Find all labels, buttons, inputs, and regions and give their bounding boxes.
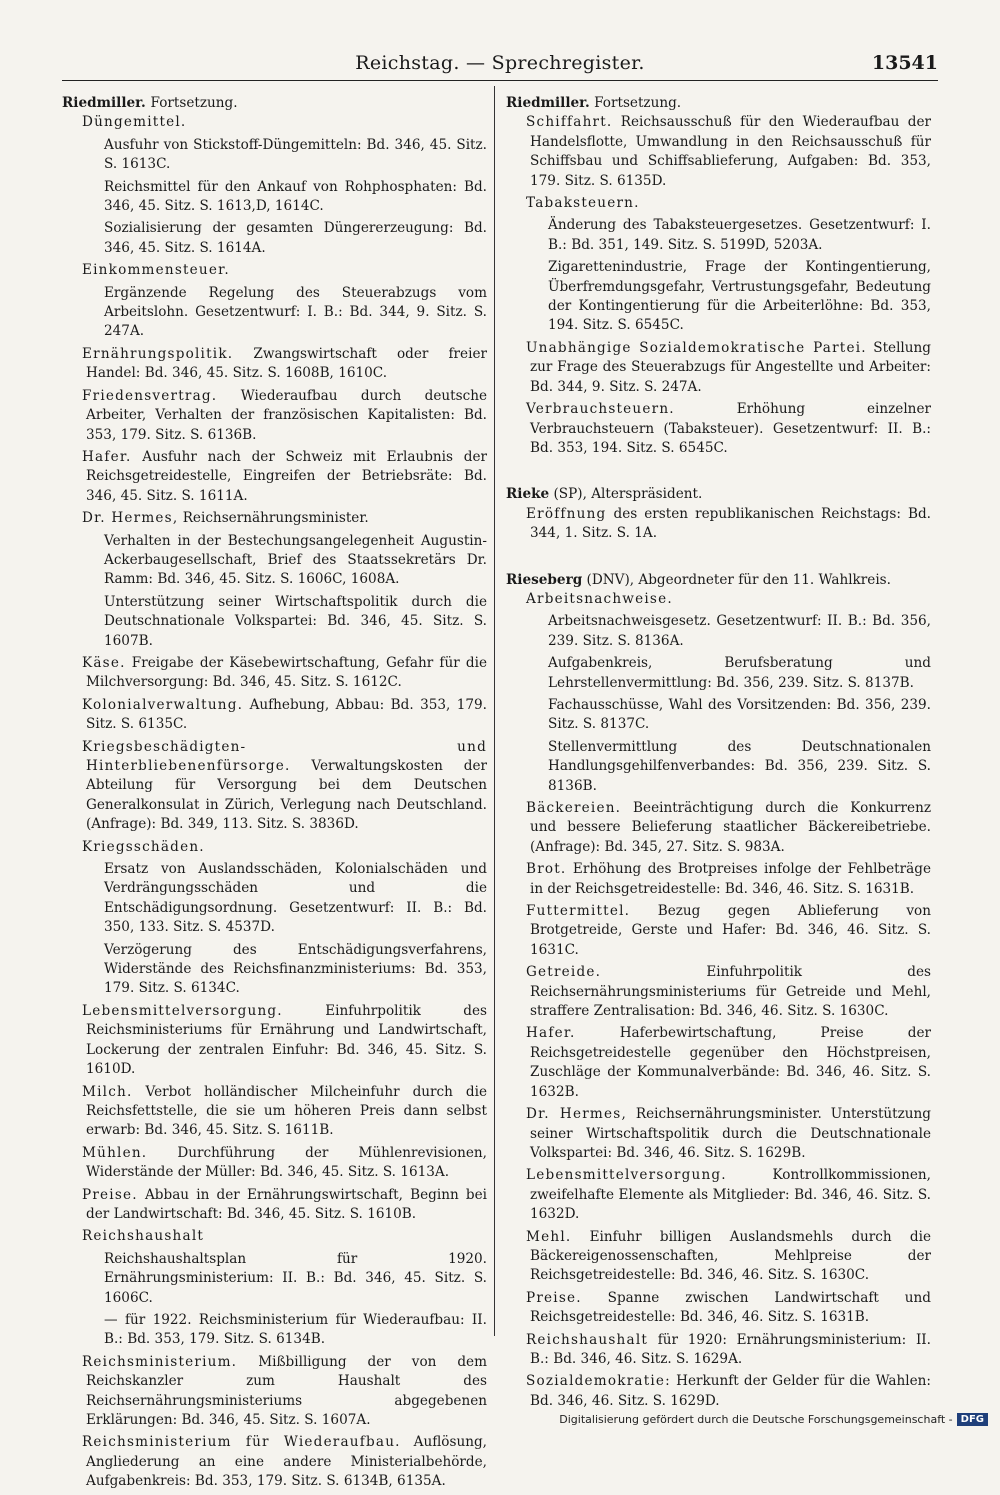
index-entry [62, 509, 487, 651]
index-entry [506, 505, 931, 544]
index-entry [506, 799, 931, 857]
entry-heading: Lebensmittelversorgung. [82, 1002, 283, 1019]
entry-subitem: Stellenvermittlung des Deutschnationalen Handlungsgehilfenverbandes: Bd. 356, 239. Sitz. S. 8136B. [548, 738, 931, 794]
entry-heading: Preise. [82, 1186, 138, 1203]
entry-subitem: — für 1922. Reichsministerium für Wiederaufbau: II. B.: Bd. 353, 179. Sitz. S. 6134B. [104, 1311, 487, 1348]
entry-heading: Hafer. [82, 448, 132, 465]
index-entry [506, 1024, 931, 1102]
index-entry [506, 1228, 931, 1286]
index-entry [62, 261, 487, 342]
index-entry [62, 1433, 487, 1491]
entry-text: Freigabe der Käsebewirtschaftung, Gefahr für die Milchversorgung: Bd. 346, 45. Sitz. S. 1612C. [86, 654, 487, 691]
entry-heading: Ernährungspolitik. [82, 345, 234, 362]
entry-text: Einfuhrpolitik des Reichsministeriums für Ernährung und Landwirtschaft, Lockerung der zentralen Einfuhr: Bd. 346, 45. Sitz. S. 1610D. [86, 1002, 487, 1078]
entry-subitem: Reichsmittel für den Ankauf von Rohphosphaten: Bd. 346, 45. Sitz. S. 1613,D, 1614C. [104, 178, 487, 215]
entry-subitem: Unterstützung seiner Wirtschaftspolitik durch die Deutschnationale Volkspartei: Bd. 346, 45. Sitz. S. 1607B. [104, 593, 487, 649]
entry-heading: Düngemittel. [82, 114, 187, 131]
index-entry [62, 1353, 487, 1431]
entry-subitem: Sozialisierung der gesamten Düngererzeugung: Bd. 346, 45. Sitz. S. 1614A. [104, 220, 487, 256]
entry-text: Einfuhrpolitik des Reichsernährungsministeriums für Getreide und Mehl, straffere Zentralisation: Bd. 346, 46. Sitz. S. 1630C. [530, 964, 931, 1020]
entry-heading: Mehl. [526, 1228, 572, 1245]
index-entry [62, 696, 487, 735]
entry-heading: Hafer. [526, 1025, 576, 1042]
page-header [62, 52, 938, 82]
entry-heading: Reichsministerium. [82, 1353, 238, 1370]
entry-heading: Käse. [82, 654, 126, 671]
entry-heading: Preise. [526, 1289, 582, 1306]
entry-subitem: Ersatz von Auslandsschäden, Kolonialschäden und Verdrängungsschäden und die Entschädigungsordnung. Gesetzentwurf: II. B.: Bd. 350, 133. Sitz. S. 4537D. [104, 861, 487, 936]
entry-list [506, 505, 931, 544]
person-entry [62, 94, 487, 1492]
index-entry [506, 113, 931, 191]
entry-heading: Verbrauchsteuern. [526, 401, 675, 418]
index-entry [62, 448, 487, 506]
entry-heading: Reichshaushalt [526, 1331, 649, 1348]
index-entry [62, 1144, 487, 1183]
entry-text: Verbot holländischer Milcheinfuhr durch die Reichsfettstelle, die sie um höheren Preis dann selbst erwarb: Bd. 346, 45. Sitz. S. 1611B. [86, 1083, 487, 1139]
entry-heading: Brot. [526, 861, 567, 878]
entry-text: Bezug gegen Ablieferung von Brotgetreide, Gerste und Hafer: Bd. 346, 46. Sitz. S. 1631C. [530, 903, 931, 958]
entry-heading: Kriegsschäden. [82, 838, 205, 855]
index-entry [62, 838, 487, 999]
entry-text: Haferbewirtschaftung, Preise der Reichsgetreidestelle gegenüber den Höchstpreisen, Zuschläge der Kommunalverbände: Bd. 346, 46. Sitz. S. 1632B. [530, 1025, 931, 1100]
entry-text: Reichsernährungsminister. Unterstützung seiner Wirtschaftspolitik durch die Deutschnationale Volkspartei: Bd. 346, 46. Sitz. S. 1629B. [530, 1106, 931, 1161]
entry-text: Erhöhung des Brotpreises infolge der Fehlbeträge in der Reichsgetreidestelle: Bd. 346, 46. Sitz. S. 1631B. [530, 861, 931, 897]
right-column [506, 94, 931, 1414]
footer [559, 1413, 988, 1426]
left-column [62, 94, 487, 1495]
entry-subitem: Reichshaushaltsplan für 1920. Ernährungsministerium: II. B.: Bd. 346, 45. Sitz. S. 1606C. [104, 1250, 487, 1306]
entry-heading: Kriegsbeschädigten- und Hinterbliebenenfürsorge. [82, 738, 487, 774]
index-entry [62, 1186, 487, 1225]
entry-subitem: Verzögerung des Entschädigungsverfahrens, Widerstände des Reichsfinanzministeriums: Bd. 353, 179. Sitz. S. 6134C. [104, 941, 487, 997]
entry-heading: Einkommensteuer. [82, 262, 230, 279]
person-entry [506, 571, 931, 1412]
index-entry [506, 194, 931, 336]
entry-heading: Mühlen. [82, 1144, 148, 1161]
entry-heading: Dr. Hermes, [526, 1106, 627, 1123]
entry-text: Mißbilligung der von dem Reichskanzler zum Haushalt des Reichsernährungsministeriums abgegebenen Erklärungen: Bd. 346, 45. Sitz. S. 1607A. [86, 1353, 487, 1428]
entry-text: des ersten republikanischen Reichstags: Bd. 344, 1. Sitz. S. 1A. [530, 505, 931, 542]
entry-text: Ausfuhr nach der Schweiz mit Erlaubnis der Reichsgetreidestelle, Eingreifen der Betriebsräte: Bd. 346, 45. Sitz. S. 1611A. [86, 448, 487, 504]
index-entry [62, 345, 487, 384]
entry-heading: Getreide. [526, 964, 602, 981]
column-divider [494, 86, 495, 1336]
index-entry [62, 654, 487, 693]
index-entry [506, 590, 931, 796]
person-name: Riedmiller. [506, 95, 590, 111]
entry-heading: Bäckereien. [526, 800, 622, 816]
entry-text: Abbau in der Ernährungswirtschaft, Beginn bei der Landwirtschaft: Bd. 346, 45. Sitz. S. 1610B. [86, 1186, 487, 1222]
person-entry [506, 94, 931, 458]
person-description: (SP), Alterspräsident. [549, 486, 703, 503]
entry-text: Reichsausschuß für den Wiederaufbau der Handelsflotte, Umwandlung in den Reichsausschuß für Schiffsbau und Schiffsablieferung, Aufgaben: Bd. 353, 179. Sitz. S. 6135D. [530, 114, 931, 189]
entry-text: Spanne zwischen Landwirtschaft und Reichsgetreidestelle: Bd. 346, 46. Sitz. S. 1631B. [530, 1289, 931, 1326]
entry-text: Kontrollkommissionen, zweifelhafte Elemente als Mitglieder: Bd. 346, 46. Sitz. S. 1632D. [530, 1167, 931, 1223]
index-entry [506, 1289, 931, 1328]
entry-heading: Reichsministerium für Wiederaufbau. [82, 1434, 401, 1451]
index-entry [62, 1227, 487, 1349]
entry-heading: Arbeitsnachweise. [526, 590, 673, 607]
entry-text: für 1920: Ernährungsministerium: II. B.: Bd. 346, 46. Sitz. S. 1629A. [530, 1331, 931, 1367]
entry-heading: Dr. Hermes, [82, 510, 179, 527]
index-entry [62, 387, 487, 445]
entry-subitem: Verhalten in der Bestechungsangelegenheit Augustin-Ackerbaugesellschaft, Brief des Staatssekretärs Dr. Ramm: Bd. 346, 45. Sitz. S. 1606C, 1608A. [104, 532, 487, 588]
index-entry [506, 1331, 931, 1370]
entry-subitem: Arbeitsnachweisgesetz. Gesetzentwurf: II. B.: Bd. 356, 239. Sitz. S. 8136A. [548, 613, 931, 649]
entry-text: Wiederaufbau durch deutsche Arbeiter, Verhalten der französischen Kapitalisten: Bd. 353, 179. Sitz. S. 6136B. [86, 387, 487, 443]
person-name: Rieseberg [506, 571, 583, 588]
person-continuation: Fortsetzung. [150, 95, 238, 111]
index-entry [506, 1166, 931, 1224]
entry-subitem: Aufgabenkreis, Berufsberatung und Lehrstellenvermittlung: Bd. 356, 239. Sitz. S. 8137B. [548, 655, 931, 691]
index-entry [62, 113, 487, 258]
entry-subitem: Fachausschüsse, Wahl des Vorsitzenden: Bd. 356, 239. Sitz. S. 8137C. [548, 696, 931, 733]
entry-subitem: Ergänzende Regelung des Steuerabzugs vom Arbeitslohn. Gesetzentwurf: I. B.: Bd. 344, 9. Sitz. S. 247A. [104, 284, 487, 340]
entry-text: Stellung zur Frage des Steuerabzugs für Angestellte und Arbeiter: Bd. 344, 9. Sitz. S. 247A. [530, 339, 931, 395]
entry-heading: Futtermittel. [526, 903, 631, 920]
entry-list [506, 113, 931, 458]
index-entry [62, 1083, 487, 1141]
entry-heading: Milch. [82, 1083, 133, 1100]
entry-heading: Reichshaushalt [82, 1228, 205, 1245]
index-entry [506, 1372, 931, 1411]
entry-list [506, 590, 931, 1411]
entry-text: Einfuhr billigen Auslandsmehls durch die Bäckereigenossenschaften, Mehlpreise der Reichsgetreidestelle: Bd. 346, 46. Sitz. S. 1630C. [530, 1228, 931, 1284]
index-entry [506, 1105, 931, 1163]
header-rule [62, 80, 938, 81]
entry-text: Herkunft der Gelder für die Wahlen: Bd. 346, 46. Sitz. S. 1629D. [530, 1373, 931, 1409]
person-entry [506, 485, 931, 543]
entry-heading: Tabaksteuern. [526, 195, 640, 212]
entry-heading: Sozialdemokratie: [526, 1373, 671, 1390]
entry-heading: Kolonialverwaltung. [82, 696, 244, 713]
dfg-logo: DFG [957, 1413, 988, 1426]
entry-subitem: Ausfuhr von Stickstoff-Düngemitteln: Bd. 346, 45. Sitz. S. 1613C. [104, 136, 487, 173]
index-entry [62, 738, 487, 835]
person-name: Riedmiller. [62, 95, 146, 111]
entry-text: Durchführung der Mühlenrevisionen, Widerstände der Müller: Bd. 346, 45. Sitz. S. 1613A. [86, 1144, 487, 1181]
entry-text: Reichsernährungsminister. [178, 510, 369, 527]
person-description: Fortsetzung. [589, 95, 682, 111]
index-entry [506, 860, 931, 899]
entry-heading: Unabhängige Sozialdemokratische Partei. [526, 339, 867, 356]
footer-text: Digitalisierung gefördert durch die Deutsche Forschungsgemeinschaft - [559, 1413, 953, 1426]
page-number: 13541 [871, 52, 938, 74]
entry-text: Verwaltungskosten der Abteilung für Versorgung bei dem Deutschen Generalkonsulat in Zürich, Verlegung nach Deutschland. (Anfrage): Bd. 349, 113. Sitz. S. 3836D. [86, 758, 487, 833]
entry-heading: Eröffnung [526, 505, 607, 522]
entry-text: Erhöhung einzelner Verbrauchsteuern (Tabaksteuer). Gesetzentwurf: II. B.: Bd. 353, 194. Sitz. S. 6545C. [530, 401, 931, 456]
entry-text: Beeinträchtigung durch die Konkurrenz und bessere Belieferung staatlicher Bäckereibetriebe. (Anfrage): Bd. 345, 27. Sitz. S. 983A. [530, 800, 931, 855]
index-entry [506, 339, 931, 397]
index-entry [62, 1002, 487, 1080]
index-entry [506, 902, 931, 960]
entry-text: Auflösung, Angliederung an eine andere Ministerialbehörde, Aufgabenkreis: Bd. 353, 179. Sitz. S. 6134B, 6135A. [86, 1434, 488, 1490]
entry-heading: Lebensmittelversorgung. [526, 1167, 727, 1184]
entry-list [62, 113, 487, 1491]
person-description: (DNV), Abgeordneter für den 11. Wahlkreis. [582, 571, 891, 588]
index-entry [506, 400, 931, 458]
entry-text: Aufhebung, Abbau: Bd. 353, 179. Sitz. S. 6135C. [86, 696, 487, 733]
person-name: Rieke [506, 486, 550, 503]
index-entry [506, 963, 931, 1021]
entry-subitem: Änderung des Tabaksteuergesetzes. Gesetzentwurf: I. B.: Bd. 351, 149. Sitz. S. 5199D, 5203A. [548, 217, 931, 253]
entry-heading: Friedensvertrag. [82, 387, 218, 404]
header-title: Reichstag. — Sprechregister. [355, 52, 645, 74]
entry-subitem: Zigarettenindustrie, Frage der Kontingentierung, Überfremdungsgefahr, Vertrustungsgefahr, Bedeutung der Kontingentierung für die Arbeiterlöhne: Bd. 353, 194. Sitz. S. 6545C. [548, 259, 931, 334]
entry-heading: Schiffahrt. [526, 114, 613, 131]
entry-text: Zwangswirtschaft oder freier Handel: Bd. 346, 45. Sitz. S. 1608B, 1610C. [86, 345, 487, 382]
